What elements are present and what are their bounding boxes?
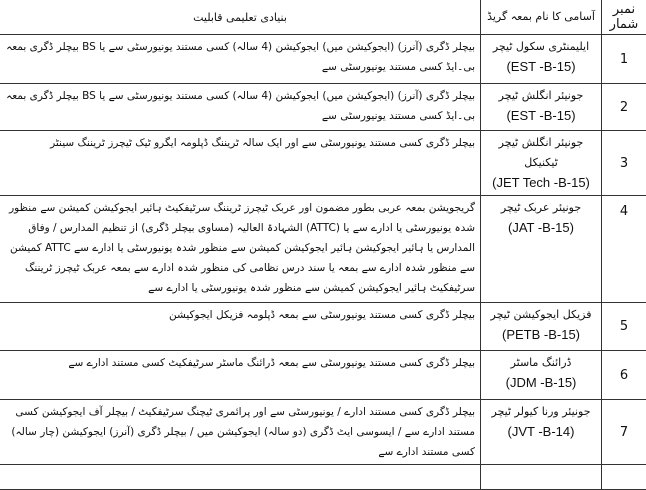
post-name: جونیئر ورنا کیولر ٹیچر — [486, 402, 596, 422]
post-grade: (EST -B-15) — [486, 106, 596, 126]
row-number: 2 — [602, 84, 646, 131]
table-row — [0, 131, 646, 196]
qualification-cell: بیچلر ڈگری (آنرز) (ایجوکیشن میں) ایجوکیشن (4 سالہ) کسی مستند یونیورسٹی سے یا BS بیچلر ڈگری بمعہ بی۔ایڈ کسی مستند یونیورسٹی سے — [0, 35, 481, 84]
post-grade: (JAT -B-15) — [486, 218, 596, 238]
post-grade: (PETB -B-15) — [486, 325, 596, 345]
post-name: ڈرائنگ ماسٹر — [486, 353, 596, 373]
header-qualification: بنیادی تعلیمی قابلیت — [0, 0, 481, 35]
post-grade: (JDM -B-15) — [486, 373, 596, 393]
header-post: آسامی کا نام بمعہ گریڈ — [481, 0, 602, 35]
qualification-cell: بیچلر ڈگری کسی مستند یونیورسٹی سے اور ایک سالہ ٹریننگ ڈپلومہ ایگرو ٹیک ٹیچرز ٹریننگ سینٹر — [0, 131, 481, 196]
qualification-cell: بیچلر ڈگری (آنرز) (ایجوکیشن میں) ایجوکیشن (4 سالہ) کسی مستند یونیورسٹی سے یا BS بیچلر ڈگری بمعہ بی۔ایڈ کسی مستند یونیورسٹی سے — [0, 84, 481, 131]
row-number: 3 — [602, 131, 646, 196]
qualification-cell: بیچلر ڈگری کسی مستند ادارے / یونیورسٹی سے اور پرائمری ٹیچنگ سرٹیفکیٹ / بیچلر آف ایجوکیشن کسی مستند ادارے سے / ایسوسی ایٹ ڈگری (دو سالہ) ایجوکیشن میں / بیچلر ڈگری (آنرز) ایجوکیشن (چار سالہ) کسی مستند ادارے سے — [0, 400, 481, 465]
post-cell — [481, 131, 602, 196]
post-name: جونیئر انگلش ٹیچر — [486, 86, 596, 106]
row-number-empty — [602, 465, 646, 490]
table-row — [0, 400, 646, 465]
qualification-cell: بیچلر ڈگری کسی مستند یونیورسٹی سے بمعہ ڈپلومہ فزیکل ایجوکیشن — [0, 303, 481, 351]
post-name: جونیئر عربک ٹیچر — [486, 198, 596, 218]
post-name: ایلیمنٹری سکول ٹیچر — [486, 37, 596, 57]
post-name: جونیئر انگلش ٹیچر ٹیکنیکل — [486, 133, 596, 173]
post-grade: (JET Tech -B-15) — [486, 173, 596, 193]
post-cell-empty — [481, 465, 602, 490]
table-row — [0, 196, 646, 303]
post-cell — [481, 35, 602, 84]
post-grade: (JVT -B-14) — [486, 422, 596, 442]
table-row — [0, 35, 646, 84]
table-row — [0, 303, 646, 351]
post-cell — [481, 84, 602, 131]
table-row — [0, 84, 646, 131]
table-row — [0, 351, 646, 400]
header-number: نمبر شمار — [602, 0, 646, 35]
row-number: 5 — [602, 303, 646, 351]
qualification-cell-empty — [0, 465, 481, 490]
post-cell — [481, 351, 602, 400]
post-name: فزیکل ایجوکیشن ٹیچر — [486, 305, 596, 325]
row-number: 4 — [602, 196, 646, 303]
post-cell — [481, 400, 602, 465]
qualification-cell: گریجویشن بمعہ عربی بطور مضمون اور عربک ٹیچرز ٹریننگ سرٹیفکیٹ ہائیر ایجوکیشن کمیشن سے منظور شدہ یونیورسٹی یا ادارے سے یا (ATTC) الشہادۃ العالیہ (مساوی بیچلر ڈگری) از تنظیم المدارس / وفاق المدارس یا ہائیر ایجوکیشن ہائیر ایجوکیشن کمیشن سے منظور شدہ یونیورسٹی یا ادارے سے ATTC کمیشن سے منظور شدہ ادارے سے بمعہ یا سند درس نظامی کی منظور شدہ ادارے سے بمعہ عربک ٹیچرز ٹریننگ سرٹیفکیٹ ہائیر ایجوکیشن کمیشن سے منظور شدہ یونیورسٹی یا ادارے سے — [0, 196, 481, 303]
row-number: 7 — [602, 400, 646, 465]
row-number: 1 — [602, 35, 646, 84]
post-cell — [481, 303, 602, 351]
post-cell — [481, 196, 602, 303]
table-row-partial — [0, 465, 646, 490]
qualification-cell: بیچلر ڈگری کسی مستند یونیورسٹی سے بمعہ ڈرائنگ ماسٹر سرٹیفکیٹ کسی مستند ادارے سے — [0, 351, 481, 400]
header-row — [0, 0, 646, 35]
row-number: 6 — [602, 351, 646, 400]
post-grade: (EST -B-15) — [486, 57, 596, 77]
